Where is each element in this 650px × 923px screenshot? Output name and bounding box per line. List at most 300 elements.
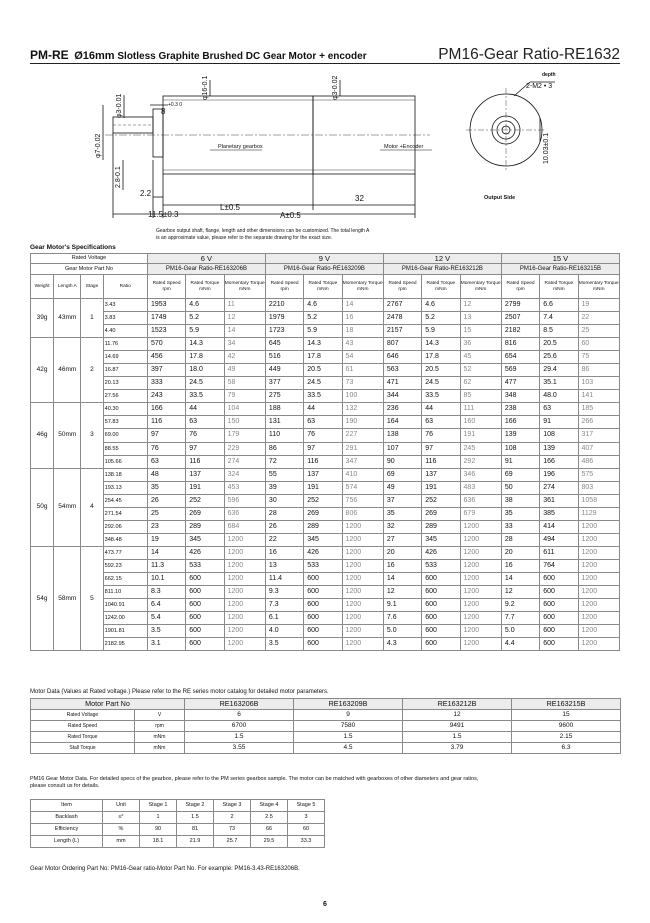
momentary-cell: 1200 [578, 612, 619, 625]
torque-cell: 600 [186, 612, 224, 625]
motor-data-row [31, 710, 621, 721]
motor-data-row [31, 732, 621, 743]
ratio-cell: 473.77 [103, 546, 147, 559]
speed-cell: 138 [383, 429, 421, 442]
torque-cell: 600 [304, 572, 342, 585]
ratio-cell: 105.66 [103, 455, 147, 468]
speed-cell: 646 [383, 351, 421, 364]
momentary-cell: 191 [460, 429, 501, 442]
ratio-cell: 292.06 [103, 520, 147, 533]
speed-cell: 9.2 [501, 599, 539, 612]
ratio-cell: 57.83 [103, 416, 147, 429]
md-cell: 9 [294, 710, 403, 721]
momentary-cell: 1200 [578, 546, 619, 559]
gb-cell: 66 [251, 824, 288, 836]
drawing-note [156, 228, 456, 241]
speed-cell: 1953 [147, 299, 185, 312]
momentary-cell: 1200 [460, 533, 501, 546]
speed-cell: 516 [265, 351, 303, 364]
momentary-cell: 1200 [342, 559, 383, 572]
momentary-cell: 574 [342, 481, 383, 494]
ratio-cell: 1040.91 [103, 599, 147, 612]
momentary-cell: 1200 [460, 586, 501, 599]
momentary-cell: 190 [342, 416, 383, 429]
speed-cell: 22 [265, 533, 303, 546]
motor-part-15v: RE163215B [512, 699, 621, 710]
momentary-cell: 1200 [342, 612, 383, 625]
group-length: 54mm [54, 468, 81, 546]
torque-cell: 600 [422, 612, 460, 625]
momentary-cell: 1058 [578, 494, 619, 507]
momentary-cell: 179 [224, 429, 265, 442]
torque-cell: 97 [304, 442, 342, 455]
col-torque: Rated Torque mNm [422, 275, 460, 299]
torque-cell: 600 [304, 612, 342, 625]
momentary-cell: 806 [342, 507, 383, 520]
spec-row [31, 364, 620, 377]
md-unit: V [135, 710, 185, 721]
dim-keylen: 8 [161, 107, 166, 116]
torque-cell: 44 [304, 403, 342, 416]
spec-row [31, 481, 620, 494]
voltage-6v: 6 V [147, 254, 265, 264]
momentary-cell: 160 [460, 416, 501, 429]
torque-cell: 600 [422, 638, 460, 651]
speed-cell: 48 [147, 468, 185, 481]
part-no-15v: PM16-Gear Ratio-RE163215B [501, 264, 619, 275]
md-cell: 15 [512, 710, 621, 721]
md-cell: 2.15 [512, 732, 621, 743]
torque-cell: 24.5 [304, 377, 342, 390]
momentary-cell: 274 [224, 455, 265, 468]
gb-cell: Backlash [31, 812, 103, 824]
speed-cell: 131 [265, 416, 303, 429]
momentary-cell: 49 [224, 364, 265, 377]
gb-cell: % [103, 824, 140, 836]
gb-cell: 2.5 [251, 812, 288, 824]
spec-row [31, 586, 620, 599]
dim-A: A±0.5 [280, 211, 301, 220]
md-cell: 6 [185, 710, 294, 721]
col-stage: Stage [81, 275, 103, 299]
torque-cell: 5.2 [304, 312, 342, 325]
speed-cell: 32 [383, 520, 421, 533]
spec-row [31, 559, 620, 572]
torque-cell: 63 [540, 403, 578, 416]
speed-cell: 38 [501, 494, 539, 507]
torque-cell: 533 [304, 559, 342, 572]
spec-row [31, 338, 620, 351]
torque-cell: 600 [540, 625, 578, 638]
label-motor-encoder: Motor +Encoder [384, 144, 424, 150]
md-label: Rated Voltage [31, 710, 135, 721]
md-label: Rated Torque [31, 732, 135, 743]
speed-cell: 11.3 [147, 559, 185, 572]
speed-cell: 3.5 [265, 638, 303, 651]
speed-cell: 139 [501, 429, 539, 442]
group-length: 43mm [54, 299, 81, 338]
spec-row [31, 455, 620, 468]
ratio-cell: 138.18 [103, 468, 147, 481]
speed-cell: 816 [501, 338, 539, 351]
technical-drawing [0, 0, 650, 240]
torque-cell: 764 [540, 559, 578, 572]
momentary-cell: 1200 [224, 586, 265, 599]
speed-cell: 456 [147, 351, 185, 364]
torque-cell: 600 [304, 638, 342, 651]
torque-cell: 48.0 [540, 390, 578, 403]
momentary-cell: 1200 [224, 638, 265, 651]
momentary-cell: 14 [342, 299, 383, 312]
dim-keylen-tol: +0.3 0 [168, 102, 183, 108]
speed-cell: 116 [147, 416, 185, 429]
group-stage: 5 [81, 546, 103, 650]
label-output-side: Output Side [484, 195, 516, 201]
speed-cell: 55 [265, 468, 303, 481]
momentary-cell: 347 [342, 455, 383, 468]
col-speed: Rated Speed rpm [383, 275, 421, 299]
torque-cell: 139 [540, 442, 578, 455]
ratio-cell: 11.76 [103, 338, 147, 351]
voltage-12v: 12 V [383, 254, 501, 264]
speed-cell: 188 [265, 403, 303, 416]
momentary-cell: 227 [342, 429, 383, 442]
torque-cell: 35.1 [540, 377, 578, 390]
md-unit: mNm [135, 743, 185, 754]
momentary-cell: 291 [342, 442, 383, 455]
torque-cell: 269 [422, 507, 460, 520]
gearbox-row [31, 812, 325, 824]
spec-row [31, 377, 620, 390]
gb-head: Stage 2 [177, 800, 214, 812]
col-torque: Rated Torque mNm [540, 275, 578, 299]
torque-cell: 345 [304, 533, 342, 546]
motor-data-header [31, 699, 621, 710]
torque-cell: 5.9 [422, 325, 460, 338]
ordering-info: Gear Motor Ordering Part No: PM16-Gear ratio-Motor Part No. For example: PM16-3.43-RE163206B. [30, 866, 300, 872]
rated-voltage-label: Rated Voltage [31, 254, 148, 264]
speed-cell: 23 [147, 520, 185, 533]
momentary-cell: 1200 [578, 586, 619, 599]
speed-cell: 3.5 [147, 625, 185, 638]
torque-cell: 97 [186, 442, 224, 455]
momentary-cell: 229 [224, 442, 265, 455]
momentary-cell: 407 [578, 442, 619, 455]
speed-cell: 570 [147, 338, 185, 351]
md-cell: 3.79 [403, 743, 512, 754]
torque-cell: 14.3 [304, 338, 342, 351]
gb-cell: 81 [177, 824, 214, 836]
momentary-cell: 1200 [460, 625, 501, 638]
gb-cell: 1 [140, 812, 177, 824]
momentary-cell: 11 [224, 299, 265, 312]
torque-cell: 76 [186, 429, 224, 442]
spec-row [31, 494, 620, 507]
md-label: Rated Speed [31, 721, 135, 732]
torque-cell: 7.4 [540, 312, 578, 325]
momentary-cell: 1200 [578, 572, 619, 585]
momentary-cell: 58 [224, 377, 265, 390]
gb-cell: Length (L) [31, 836, 103, 848]
speed-cell: 2507 [501, 312, 539, 325]
speed-cell: 35 [501, 507, 539, 520]
speed-cell: 166 [501, 416, 539, 429]
momentary-cell: 292 [460, 455, 501, 468]
torque-cell: 533 [186, 559, 224, 572]
speed-cell: 11.4 [265, 572, 303, 585]
motor-part-6v: RE163206B [185, 699, 294, 710]
torque-cell: 20.5 [422, 364, 460, 377]
group-weight: 46g [31, 403, 54, 468]
spec-row [31, 520, 620, 533]
torque-cell: 116 [186, 455, 224, 468]
speed-cell: 63 [147, 455, 185, 468]
speed-cell: 2478 [383, 312, 421, 325]
torque-cell: 600 [540, 599, 578, 612]
md-unit: mNm [135, 732, 185, 743]
momentary-cell: 1200 [224, 533, 265, 546]
torque-cell: 137 [304, 468, 342, 481]
gearbox-header [31, 800, 325, 812]
speed-cell: 35 [383, 507, 421, 520]
torque-cell: 25.6 [540, 351, 578, 364]
speed-cell: 26 [147, 494, 185, 507]
speed-cell: 4.0 [265, 625, 303, 638]
torque-cell: 494 [540, 533, 578, 546]
momentary-cell: 317 [578, 429, 619, 442]
ratio-cell: 14.69 [103, 351, 147, 364]
momentary-cell: 16 [342, 312, 383, 325]
gb-cell: 1.5 [177, 812, 214, 824]
speed-cell: 49 [383, 481, 421, 494]
spec-row [31, 299, 620, 312]
torque-cell: 600 [540, 586, 578, 599]
speed-cell: 33 [501, 520, 539, 533]
speed-cell: 14 [501, 572, 539, 585]
dim-body-diameter: φ16-0.1 [202, 75, 209, 100]
spec-row [31, 572, 620, 585]
model-description: Slotless Graphite Brushed DC Gear Motor + encoder [117, 51, 367, 62]
momentary-cell: 15 [460, 325, 501, 338]
torque-cell: 33.5 [422, 390, 460, 403]
momentary-cell: 1200 [460, 520, 501, 533]
ratio-cell: 20.13 [103, 377, 147, 390]
group-stage: 4 [81, 468, 103, 546]
gb-cell: 2 [214, 812, 251, 824]
speed-cell: 1979 [265, 312, 303, 325]
momentary-cell: 61 [342, 364, 383, 377]
speed-cell: 7.3 [265, 599, 303, 612]
part-no-12v: PM16-Gear Ratio-RE163212B [383, 264, 501, 275]
speed-cell: 333 [147, 377, 185, 390]
momentary-cell: 141 [578, 390, 619, 403]
label-planetary-gearbox: Planetary gearbox [218, 144, 263, 150]
momentary-cell: 43 [342, 338, 383, 351]
torque-cell: 600 [422, 599, 460, 612]
torque-cell: 385 [540, 507, 578, 520]
ratio-cell: 1242.00 [103, 612, 147, 625]
drawing-note-line-1: Gearbox output shaft, flange, length and other dimensions can be customized. The total length A [156, 228, 370, 234]
momentary-cell: 34 [224, 338, 265, 351]
md-cell: 6.3 [512, 743, 621, 754]
speed-cell: 449 [265, 364, 303, 377]
voltage-15v: 15 V [501, 254, 619, 264]
torque-cell: 269 [186, 507, 224, 520]
torque-cell: 4.6 [304, 299, 342, 312]
momentary-cell: 1200 [342, 533, 383, 546]
torque-cell: 600 [186, 625, 224, 638]
torque-cell: 600 [186, 572, 224, 585]
spec-row [31, 351, 620, 364]
speed-cell: 12 [501, 586, 539, 599]
speed-cell: 16 [265, 546, 303, 559]
dim-pcd: 10.03±0.1 [543, 132, 550, 164]
momentary-cell: 575 [578, 468, 619, 481]
ratio-cell: 193.13 [103, 481, 147, 494]
speed-cell: 39 [265, 481, 303, 494]
momentary-cell: 54 [342, 351, 383, 364]
momentary-cell: 756 [342, 494, 383, 507]
speed-cell: 5.0 [501, 625, 539, 638]
ratio-cell: 27.56 [103, 390, 147, 403]
speed-cell: 1749 [147, 312, 185, 325]
torque-cell: 76 [304, 429, 342, 442]
torque-cell: 137 [186, 468, 224, 481]
torque-cell: 5.2 [422, 312, 460, 325]
torque-cell: 196 [540, 468, 578, 481]
momentary-cell: 22 [578, 312, 619, 325]
momentary-cell: 12 [224, 312, 265, 325]
speed-cell: 20 [383, 546, 421, 559]
diameter: Ø16mm [74, 50, 115, 62]
gb-cell: 60 [288, 824, 325, 836]
spec-row [31, 416, 620, 429]
page-title: PM16-Gear Ratio-RE1632 [438, 46, 620, 63]
torque-cell: 108 [540, 429, 578, 442]
momentary-cell: 62 [460, 377, 501, 390]
md-cell: 1.5 [403, 732, 512, 743]
gb-head: Stage 3 [214, 800, 251, 812]
speed-cell: 86 [265, 442, 303, 455]
spec-row [31, 390, 620, 403]
momentary-cell: 1200 [342, 638, 383, 651]
momentary-cell: 486 [578, 455, 619, 468]
momentary-cell: 1200 [460, 559, 501, 572]
momentary-cell: 25 [578, 325, 619, 338]
speed-cell: 348 [501, 390, 539, 403]
speed-cell: 90 [383, 455, 421, 468]
momentary-cell: 75 [578, 351, 619, 364]
torque-cell: 600 [186, 638, 224, 651]
gb-cell: 18.1 [140, 836, 177, 848]
torque-cell: 191 [304, 481, 342, 494]
torque-cell: 600 [422, 586, 460, 599]
torque-cell: 289 [304, 520, 342, 533]
torque-cell: 611 [540, 546, 578, 559]
pm-note-line-2: please consult us for details. [30, 783, 100, 789]
motor-data-row [31, 721, 621, 732]
speed-cell: 563 [383, 364, 421, 377]
momentary-cell: 324 [224, 468, 265, 481]
momentary-cell: 150 [224, 416, 265, 429]
md-cell: 12 [403, 710, 512, 721]
spec-row [31, 507, 620, 520]
gb-cell: Efficiency [31, 824, 103, 836]
voltage-9v: 9 V [265, 254, 383, 264]
speed-cell: 164 [383, 416, 421, 429]
momentary-cell: 132 [342, 403, 383, 416]
momentary-cell: 1200 [578, 599, 619, 612]
md-cell: 6700 [185, 721, 294, 732]
torque-cell: 600 [304, 599, 342, 612]
spec-row [31, 325, 620, 338]
momentary-cell: 1200 [342, 586, 383, 599]
torque-cell: 116 [304, 455, 342, 468]
speed-cell: 28 [265, 507, 303, 520]
gb-cell: 90 [140, 824, 177, 836]
torque-cell: 4.6 [422, 299, 460, 312]
torque-cell: 63 [304, 416, 342, 429]
spec-title: Gear Motor's Specifications [30, 244, 116, 251]
spec-row [31, 533, 620, 546]
pm-note-line-1: PM16 Gear Motor Data. For detailed specs of the gearbox, please refer to the PM series gearbox sample. The motor can be matched with gearboxes of other diameters and gear ratios, [30, 776, 479, 782]
torque-cell: 5.9 [186, 325, 224, 338]
model-code: PM-RE [30, 48, 69, 62]
ratio-cell: 1901.81 [103, 625, 147, 638]
torque-cell: 137 [422, 468, 460, 481]
speed-cell: 72 [265, 455, 303, 468]
momentary-cell: 1200 [578, 559, 619, 572]
speed-cell: 275 [265, 390, 303, 403]
col-momentary: Momentary Torque mNm [460, 275, 501, 299]
dim-32: 32 [355, 194, 364, 203]
torque-cell: 191 [186, 481, 224, 494]
torque-cell: 17.8 [304, 351, 342, 364]
momentary-cell: 52 [460, 364, 501, 377]
ratio-cell: 69.00 [103, 429, 147, 442]
momentary-cell: 1129 [578, 507, 619, 520]
momentary-cell: 1200 [342, 625, 383, 638]
speed-cell: 1723 [265, 325, 303, 338]
dim-shaft-diameter: φ3-0.01 [116, 93, 123, 118]
speed-cell: 3.1 [147, 638, 185, 651]
motor-part-12v: RE163212B [403, 699, 512, 710]
momentary-cell: 1200 [460, 599, 501, 612]
momentary-cell: 14 [224, 325, 265, 338]
gb-cell: mm [103, 836, 140, 848]
momentary-cell: 684 [224, 520, 265, 533]
torque-cell: 63 [186, 416, 224, 429]
col-momentary: Momentary Torque mNm [224, 275, 265, 299]
spec-row [31, 612, 620, 625]
label-depth: depth [542, 72, 556, 78]
gb-cell: 29.5 [251, 836, 288, 848]
ratio-cell: 40.30 [103, 403, 147, 416]
speed-cell: 50 [501, 481, 539, 494]
group-weight: 42g [31, 338, 54, 403]
speed-cell: 7.6 [383, 612, 421, 625]
momentary-cell: 1200 [578, 533, 619, 546]
torque-cell: 166 [540, 455, 578, 468]
gearbox-row [31, 836, 325, 848]
col-torque: Rated Torque mNm [304, 275, 342, 299]
speed-cell: 20 [501, 546, 539, 559]
md-cell: 1.5 [294, 732, 403, 743]
torque-cell: 600 [540, 612, 578, 625]
torque-cell: 289 [186, 520, 224, 533]
speed-cell: 5.4 [147, 612, 185, 625]
momentary-cell: 483 [460, 481, 501, 494]
